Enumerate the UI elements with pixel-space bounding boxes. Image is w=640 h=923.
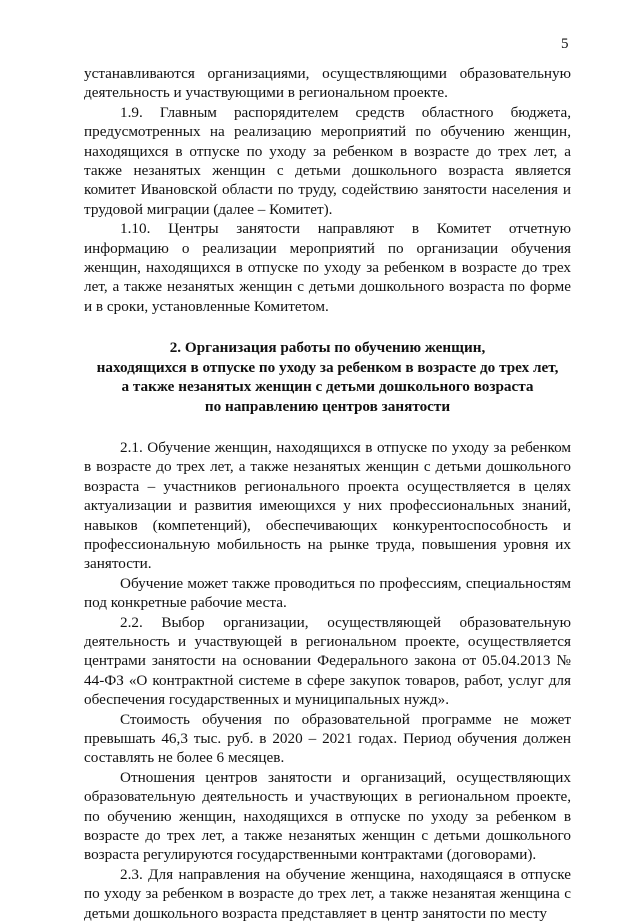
- paragraph-1-9: 1.9. Главным распорядителем средств областного бюджета, предусмотренных на реализацию мероприятий по обучению женщин, находящихся в отпуске по уходу за ребенком в возрасте до трех лет, а также незанятых женщин с детьми дошкольного возраста является комитет Ивановской области по труду, содействию занятости населения и трудовой миграции (далее – Комитет).: [84, 103, 571, 218]
- paragraph: Отношения центров занятости и организаций, осуществляющих образовательную деятельность и участвующих в региональном проекте, по обучению женщин, находящихся в отпуске по уходу за ребенком в возрасте до трех лет, а также незанятых женщин с детьми дошкольного возраста регулируются государственными контрактами (договорами).: [84, 768, 571, 864]
- paragraph: Обучение может также проводиться по профессиям, специальностям под конкретные рабочие места.: [84, 574, 571, 612]
- paragraph-2-3: 2.3. Для направления на обучение женщина, находящаяся в отпуске по уходу за ребенком в возрасте до трех лет, а также незанятая женщина с детьми дошкольного возраста представляет в центр занятости по месту: [84, 865, 571, 922]
- section-heading-line: по направлению центров занятости: [204, 397, 451, 415]
- document-body: [84, 64, 571, 923]
- paragraph-1-10: 1.10. Центры занятости направляют в Комитет отчетную информацию о реализации мероприятий по организации обучения женщин, находящихся в отпуске по уходу за ребенком в возрасте до трех лет, а также незанятых женщин с детьми дошкольного возраста по форме и в сроки, установленные Комитетом.: [84, 220, 571, 315]
- page-number: 5: [561, 36, 569, 52]
- section-heading: [84, 338, 571, 416]
- section-heading-line: 2. Организация работы по обучению женщин,: [169, 339, 486, 357]
- paragraph: устанавливаются организациями, осуществляющими образовательную деятельность и участвующими в региональном проекте.: [84, 65, 571, 102]
- section-heading-line: а также незанятых женщин с детьми дошкольного возраста: [121, 378, 534, 396]
- section-heading-line: находящихся в отпуске по уходу за ребенком в возрасте до трех лет,: [96, 358, 559, 376]
- paragraph-2-1: 2.1. Обучение женщин, находящихся в отпуске по уходу за ребенком в возрасте до трех лет, а также незанятых женщин с детьми дошкольного возраста – участников регионального проекта осуществляется в целях актуализации и развития имеющихся у них профессиональных знаний, навыков (компетенций), обеспечивающих конкурентоспособность и профессиональную мобильность на рынке труда, повышения уровня их занятости.: [84, 438, 571, 573]
- paragraph: Стоимость обучения по образовательной программе не может превышать 46,3 тыс. руб. в 2020 – 2021 годах. Период обучения должен составлять не более 6 месяцев.: [84, 710, 571, 767]
- paragraph-2-2: 2.2. Выбор организации, осуществляющей образовательную деятельность и участвующей в региональном проекте, осуществляется центрами занятости на основании Федерального закона от 05.04.2013 № 44-ФЗ «О контрактной системе в сфере закупок товаров, работ, услуг для обеспечения государственных и муниципальных нужд».: [84, 613, 571, 709]
